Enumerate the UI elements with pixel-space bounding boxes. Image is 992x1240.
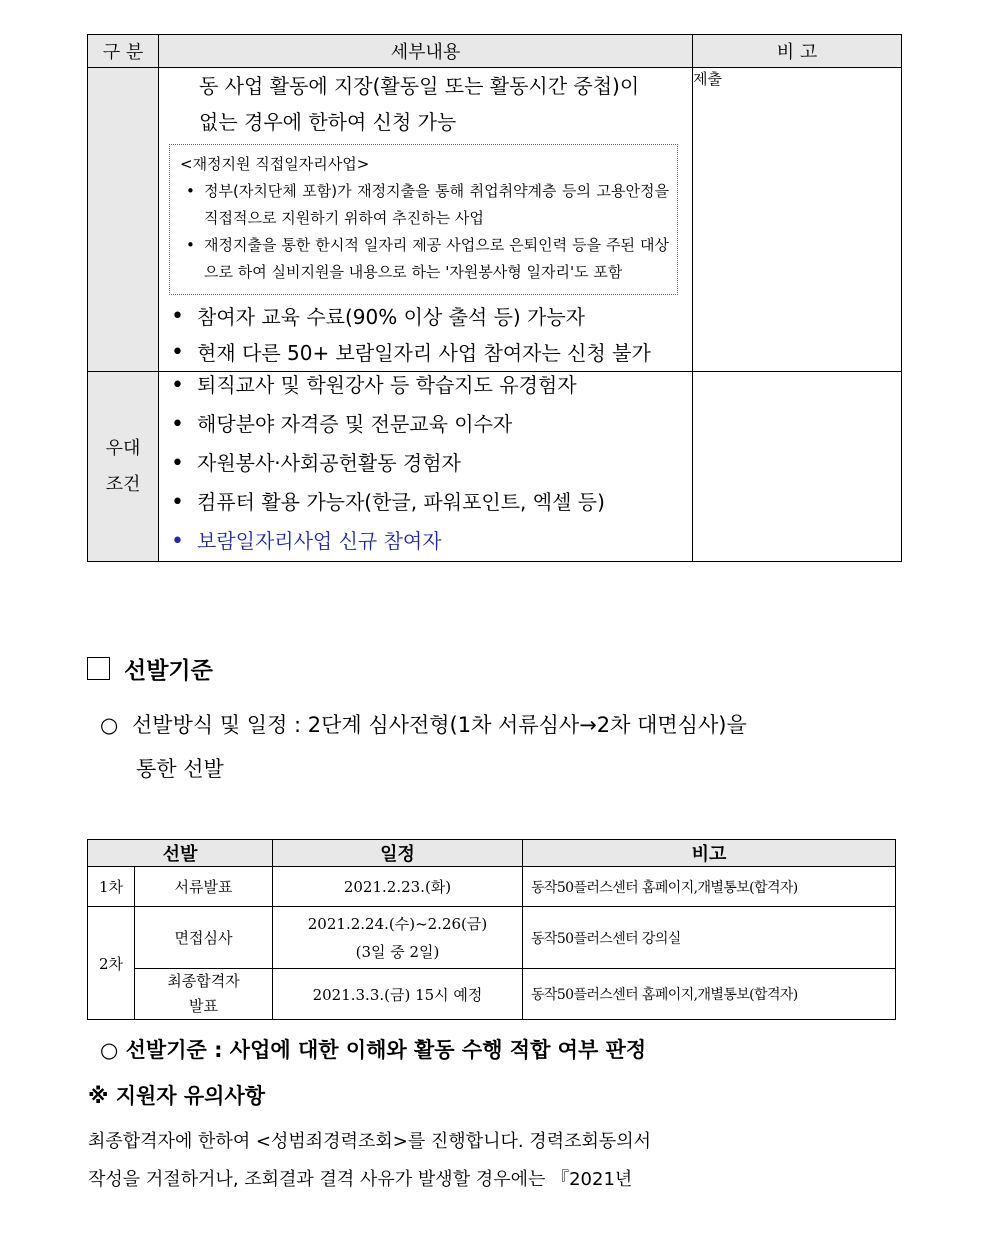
details-cell <box>159 68 693 372</box>
stage-cell: 면접심사 <box>135 907 273 969</box>
intro-line: 없는 경우에 한하여 신청 가능 <box>199 110 457 134</box>
notice-line: 최종합격자에 한하여 <성범죄경력조회>를 진행합니다. 경력조회동의서 <box>88 1131 652 1152</box>
section-title <box>87 652 213 685</box>
date-cell <box>273 907 523 969</box>
section-title-text: 선발기준 <box>124 658 213 684</box>
note-cell: 동작50플러스센터 홈페이지,개별통보(합격자) <box>523 867 896 907</box>
table-header-row <box>88 840 896 867</box>
checkbox-square-icon <box>87 657 110 680</box>
round-cell: 1차 <box>88 867 135 907</box>
condition-bullet: • 참여자 교육 수료(90% 이상 출석 등) 가능자 <box>159 299 692 335</box>
preference-bullet: • 컴퓨터 활용 가능자(한글, 파워포인트, 엑셀 등) <box>159 483 692 522</box>
table-row <box>88 867 896 907</box>
date-cell: 2021.2.23.(화) <box>273 867 523 907</box>
category-cell <box>88 68 159 372</box>
date-cell: 2021.3.3.(금) 15시 예정 <box>273 969 523 1020</box>
note-cell: 동작50플러스센터 홈페이지,개별통보(합격자) <box>523 969 896 1020</box>
method-text: 선발방식 및 일정 : 2단계 심사전형(1차 서류심사→2차 대면심사)을 <box>132 713 747 737</box>
header-note: 비고 <box>523 840 896 867</box>
info-box-item: • 재정지출을 통한 한시적 일자리 제공 사업으로 은퇴인력 등을 주된 대상으로 하여 실비지원을 내용으로 하는 '자원봉사형 일자리'도 포함 <box>178 232 669 286</box>
stage-cell <box>135 969 273 1020</box>
method-text-continued: 통한 선발 <box>136 757 224 781</box>
table-row <box>88 907 896 969</box>
header-details: 세부내용 <box>159 35 693 68</box>
selection-criteria: ○ 선발기준 : 사업에 대한 이해와 활동 수행 적합 여부 판정 <box>100 1038 647 1062</box>
note-cell: 동작50플러스센터 강의실 <box>523 907 896 969</box>
preference-category-cell <box>88 372 159 562</box>
stage-line: 발표 <box>189 997 218 1015</box>
date-line: 2021.2.24.(수)~2.26(금) <box>307 914 488 933</box>
preference-bullet: • 해당분야 자격증 및 전문교육 이수자 <box>159 405 692 444</box>
table-header-row <box>88 35 902 68</box>
applicant-notice-title: ※ 지원자 유의사항 <box>88 1084 266 1108</box>
note-cell <box>693 372 902 562</box>
header-schedule: 일정 <box>273 840 523 867</box>
preference-details-cell <box>159 372 693 562</box>
category-line: 우대 <box>105 437 141 459</box>
eligibility-table <box>87 34 902 562</box>
intro-line: 동 사업 활동에 지장(활동일 또는 활동시간 중첩)이 <box>199 74 640 98</box>
date-line: (3일 중 2일) <box>355 942 440 961</box>
info-box-item: • 정부(자치단체 포함)가 재정지출을 통해 취업취약계층 등의 고용안정을 직접적으로 지원하기 위하여 추진하는 사업 <box>178 178 669 232</box>
condition-bullet: • 현재 다른 50+ 보람일자리 사업 참여자는 신청 불가 <box>159 335 692 371</box>
preference-bullet: • 자원봉사·사회공헌활동 경험자 <box>159 444 692 483</box>
stage-line: 최종합격자 <box>167 972 240 990</box>
header-note: 비 고 <box>693 35 902 68</box>
note-cell: 제출 <box>693 68 902 372</box>
header-selection: 선발 <box>88 840 273 867</box>
circle-bullet-icon: ○ <box>100 713 119 737</box>
table-row <box>88 969 896 1020</box>
category-line: 조건 <box>105 473 141 495</box>
notice-line: 작성을 거절하거나, 조회결과 결격 사유가 발생할 경우에는 『2021년 <box>88 1169 633 1190</box>
schedule-table <box>87 839 896 1020</box>
info-box-title: <재정지원 직접일자리사업> <box>180 155 370 173</box>
table-row <box>88 68 902 372</box>
selection-method <box>100 703 908 791</box>
preference-bullet: • 퇴직교사 및 학원강사 등 학습지도 유경험자 <box>159 366 692 405</box>
table-row <box>88 372 902 562</box>
preference-bullet-highlight: • 보람일자리사업 신규 참여자 <box>159 522 692 561</box>
notice-body <box>88 1123 908 1199</box>
direct-job-info-box <box>169 144 678 295</box>
stage-cell: 서류발표 <box>135 867 273 907</box>
round-cell: 2차 <box>88 907 135 1020</box>
header-category: 구 분 <box>88 35 159 68</box>
